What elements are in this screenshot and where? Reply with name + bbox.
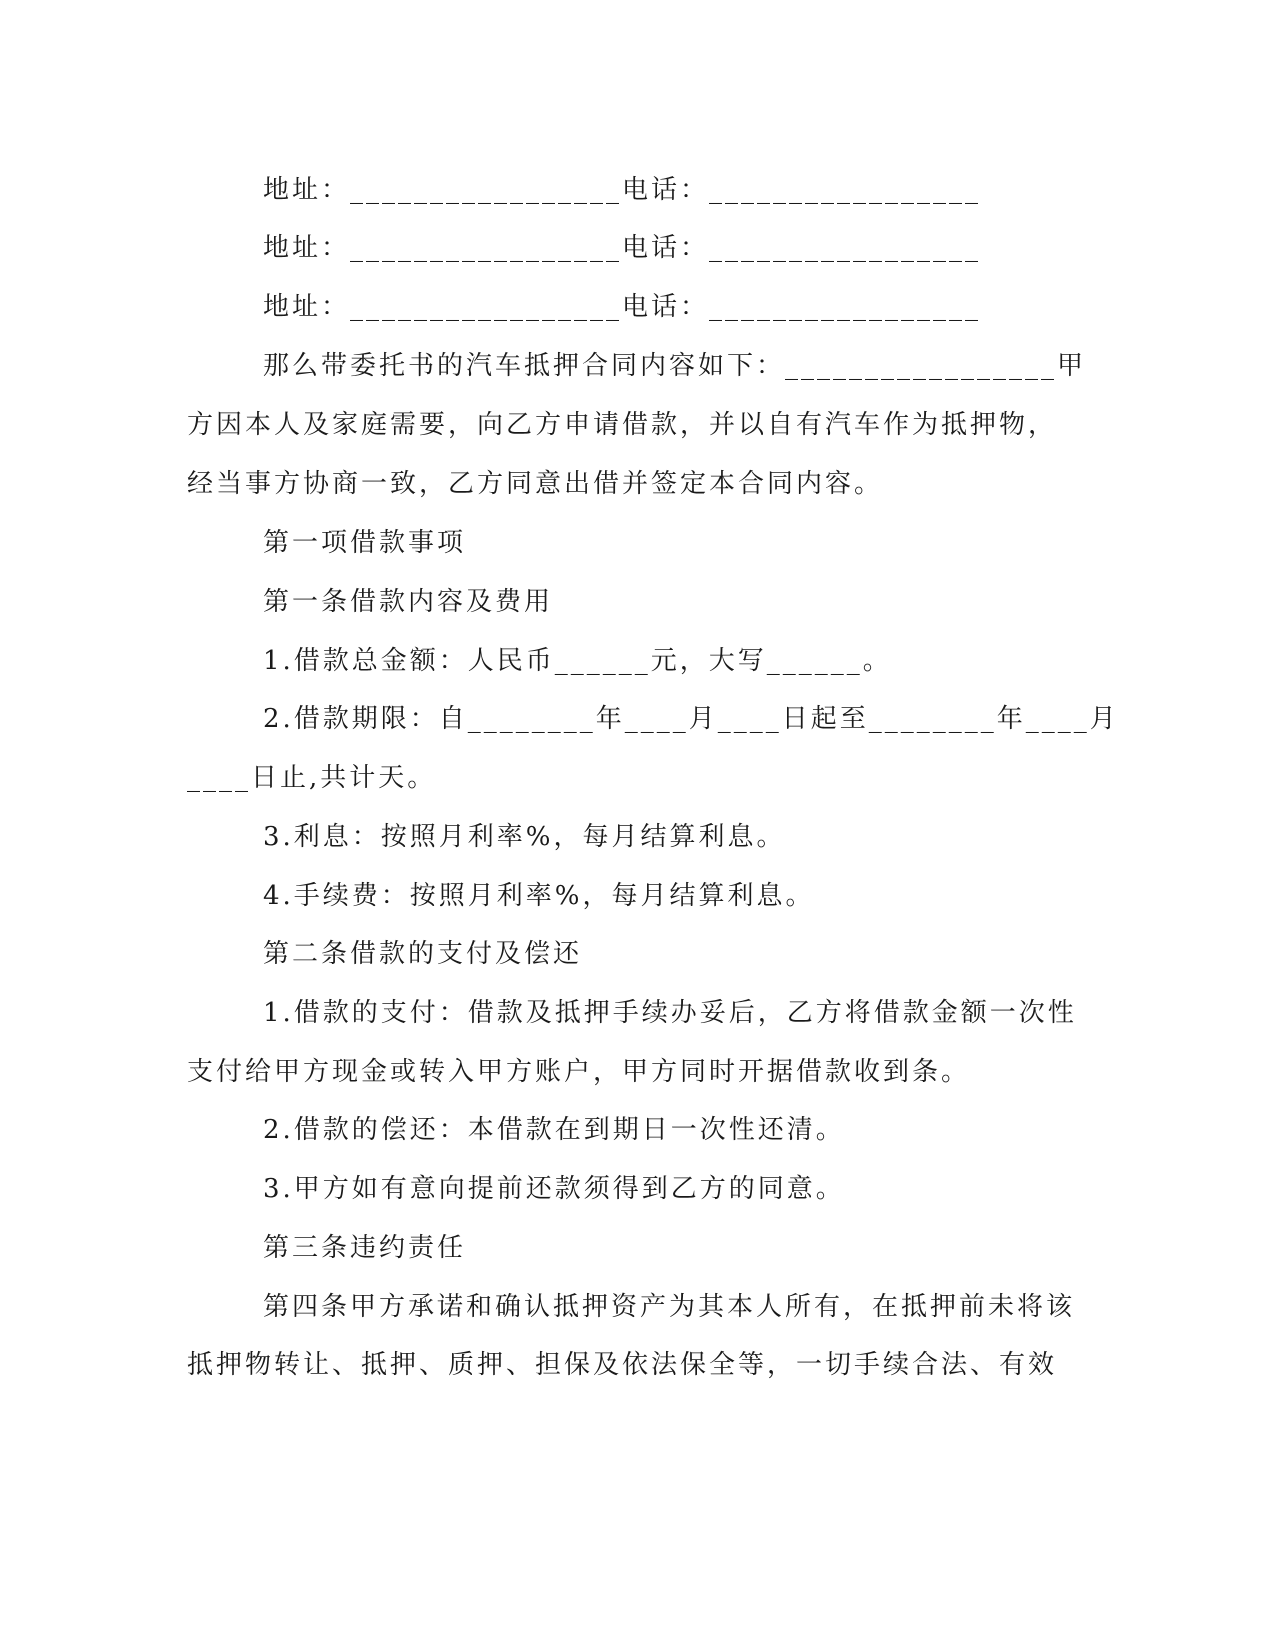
article-2-item-1-line-2: 支付给甲方现金或转入甲方账户，甲方同时开据借款收到条。 bbox=[187, 1057, 971, 1087]
article-2-heading: 第二条借款的支付及偿还 bbox=[263, 939, 583, 969]
article-1-item-2-line-2: ____日止,共计天。 bbox=[187, 763, 437, 793]
address-phone-line-3: 地址：_________________电话：_________________ bbox=[263, 292, 982, 322]
address-phone-line-2: 地址：_________________电话：_________________ bbox=[263, 233, 982, 263]
article-4-line-2: 抵押物转让、抵押、质押、担保及依法保全等，一切手续合法、有效 bbox=[187, 1350, 1058, 1380]
article-2-item-1-line-1: 1.借款的支付：借款及抵押手续办妥后，乙方将借款金额一次性 bbox=[263, 998, 1077, 1028]
address-phone-line-1: 地址：_________________电话：_________________ bbox=[263, 175, 982, 205]
section-heading: 第一项借款事项 bbox=[263, 528, 467, 558]
article-1-item-4: 4.手续费：按照月利率%，每月结算利息。 bbox=[263, 881, 815, 911]
intro-paragraph-line-2: 方因本人及家庭需要，向乙方申请借款，并以自有汽车作为抵押物， bbox=[187, 410, 1058, 440]
article-2-item-2: 2.借款的偿还：本借款在到期日一次性还清。 bbox=[263, 1115, 845, 1145]
article-1-item-3: 3.利息：按照月利率%，每月结算利息。 bbox=[263, 822, 786, 852]
article-1-item-1: 1.借款总金额：人民币______元，大写______。 bbox=[263, 646, 892, 676]
article-2-item-3: 3.甲方如有意向提前还款须得到乙方的同意。 bbox=[263, 1174, 845, 1204]
intro-paragraph-line-3: 经当事方协商一致，乙方同意出借并签定本合同内容。 bbox=[187, 469, 884, 499]
article-1-heading: 第一条借款内容及费用 bbox=[263, 587, 554, 617]
intro-paragraph-line-1: 那么带委托书的汽车抵押合同内容如下：_________________甲 bbox=[263, 351, 1087, 381]
article-3-heading: 第三条违约责任 bbox=[263, 1233, 467, 1263]
article-4-line-1: 第四条甲方承诺和确认抵押资产为其本人所有，在抵押前未将该 bbox=[263, 1292, 1076, 1322]
article-1-item-2-line-1: 2.借款期限：自________年____月____日起至________年____月 bbox=[263, 704, 1119, 734]
